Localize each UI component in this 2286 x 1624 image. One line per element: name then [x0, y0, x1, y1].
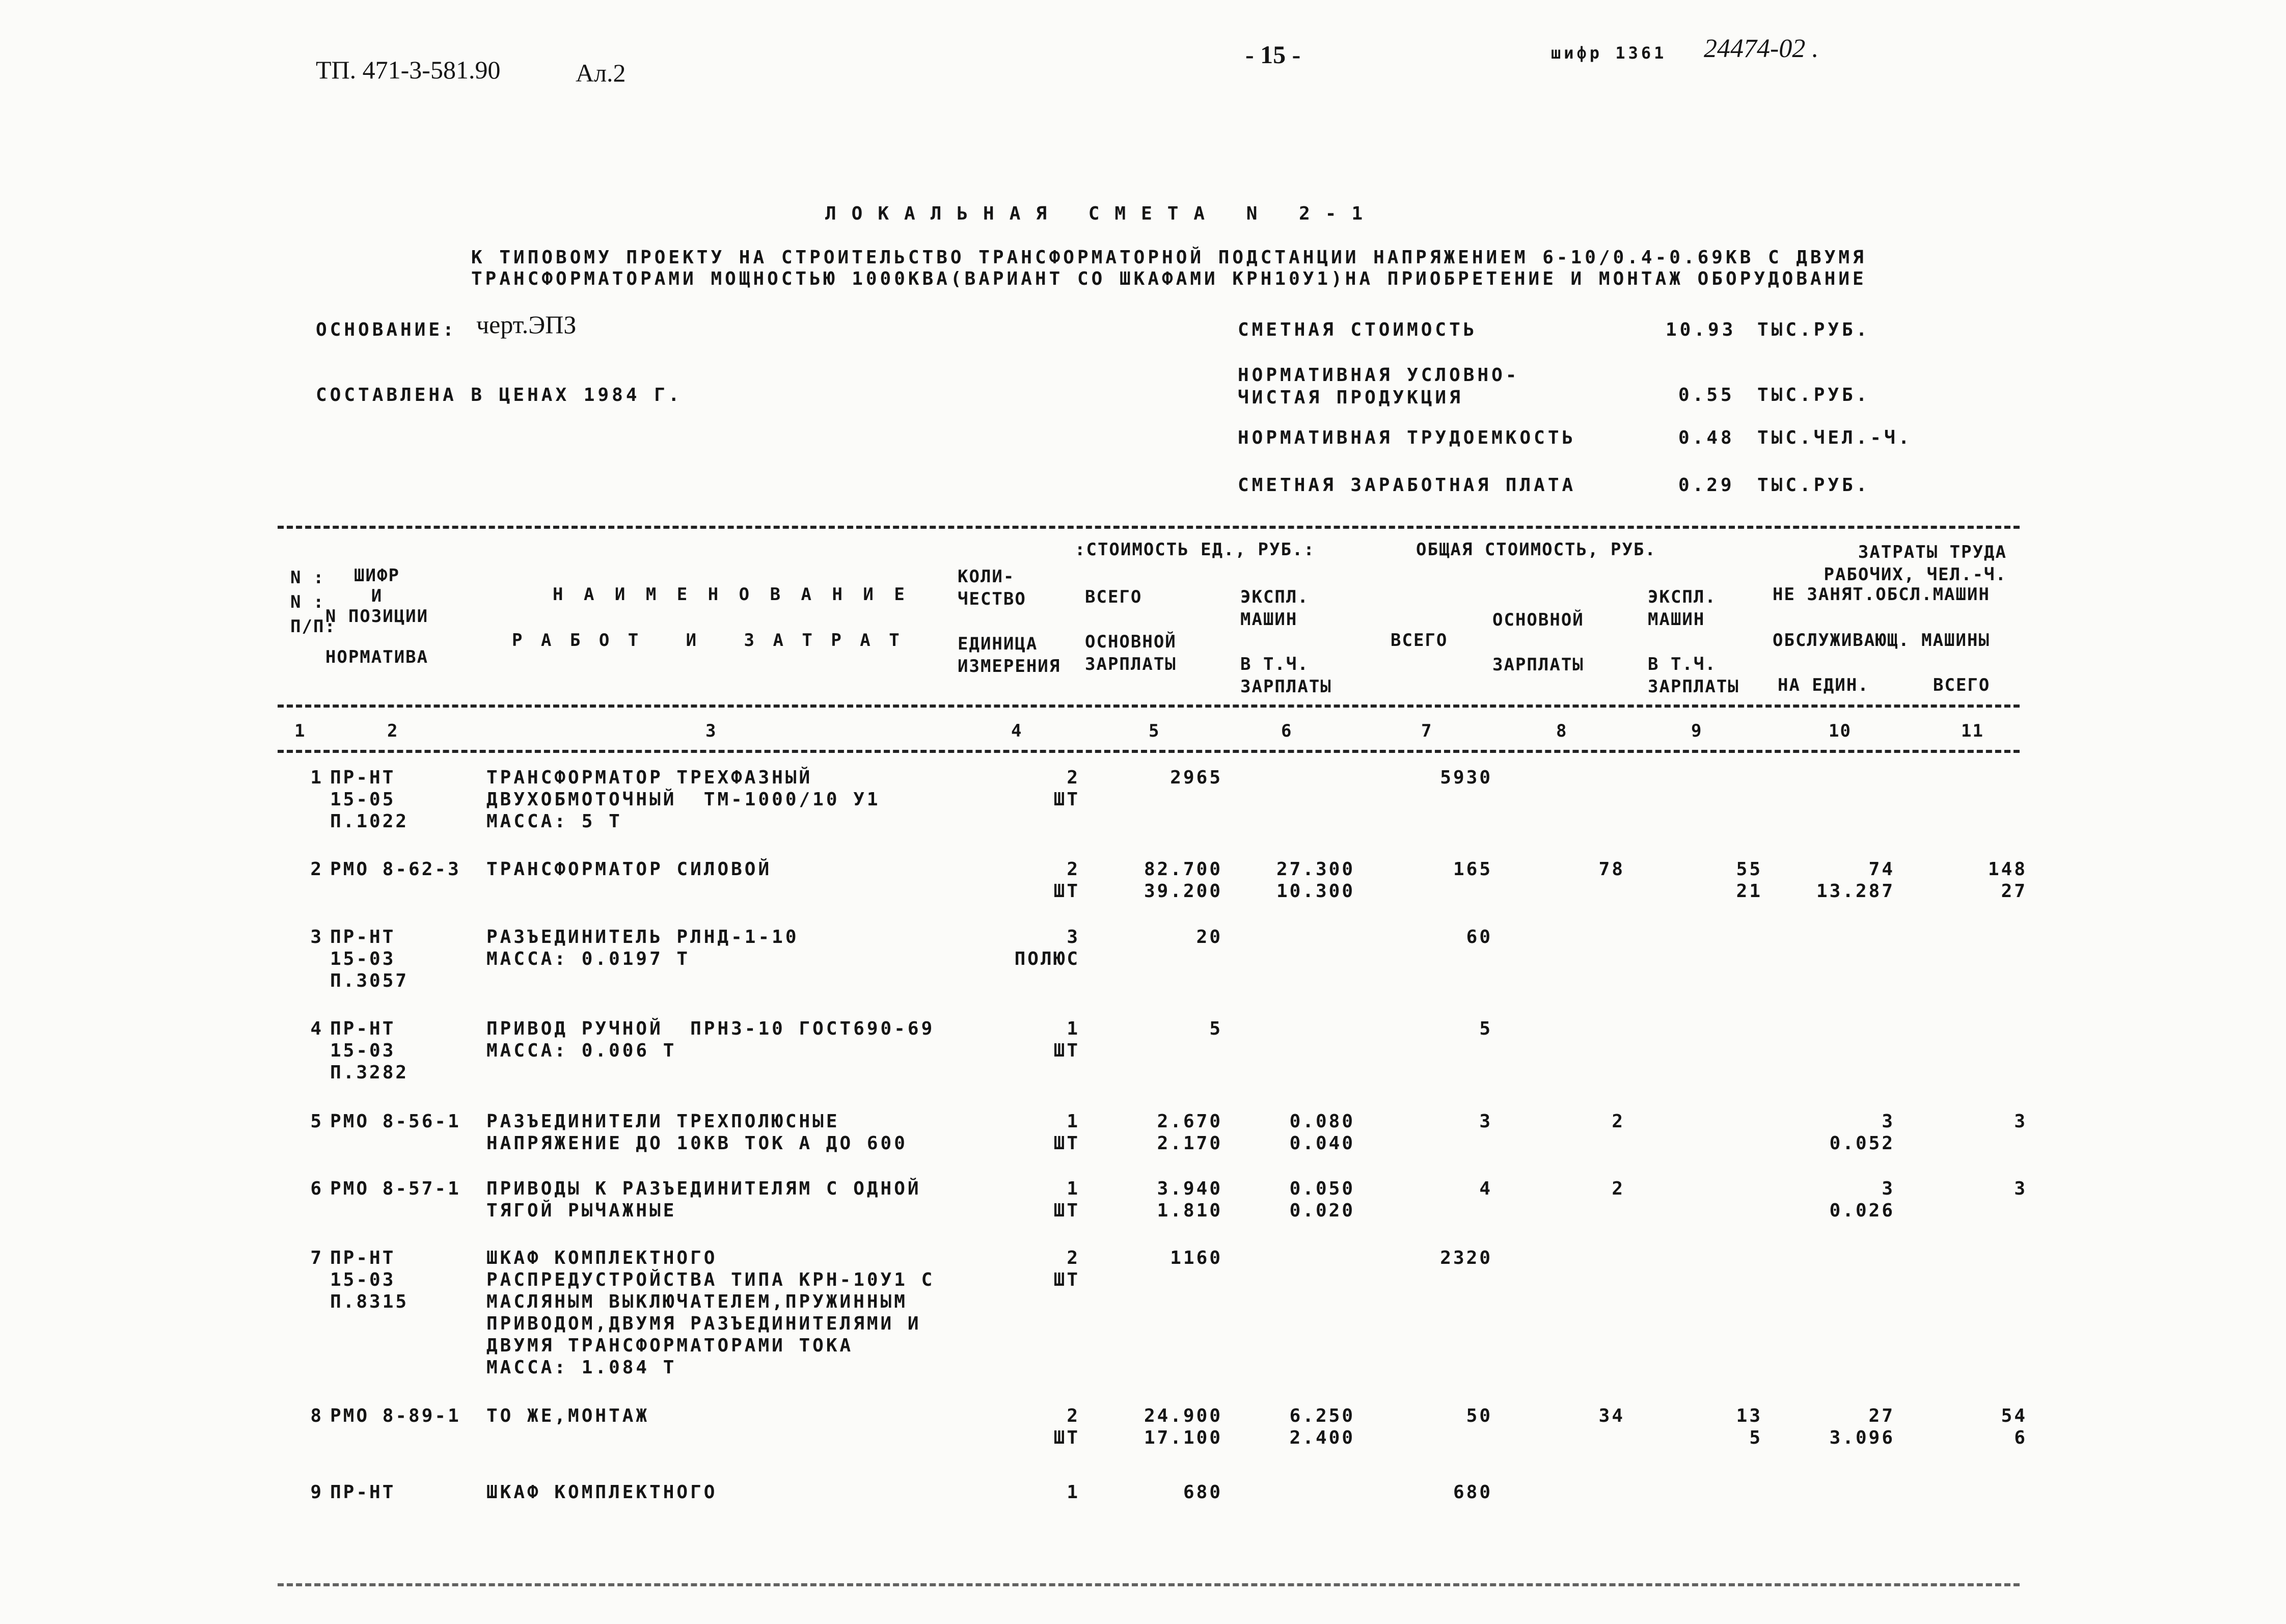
album-label: Ал.2: [576, 59, 626, 87]
row-number: 3: [310, 927, 323, 948]
row-total-cost: 4: [1479, 1178, 1492, 1199]
row-number: 5: [310, 1111, 323, 1132]
col-number-7: 7: [1421, 721, 1433, 741]
row-name: ПРИВОДЫ К РАЗЪЕДИНИТЕЛЯМ С ОДНОЙ ТЯГОЙ РЫЧАЖНЫЕ: [486, 1178, 921, 1221]
summary-label-1: СМЕТНАЯ СТОИМОСТЬ: [1238, 319, 1478, 340]
summary-value-3: 0.48: [1678, 427, 1735, 448]
row-quantity: 1 ШТ: [1053, 1178, 1080, 1221]
row-quantity: 2 ШТ: [1053, 1405, 1080, 1448]
col-number-3: 3: [705, 721, 717, 741]
header-col-4: КОЛИ- ЧЕСТВО ЕДИНИЦА ИЗМЕРЕНИЯ: [958, 566, 1061, 676]
summary-label-3: НОРМАТИВНАЯ ТРУДОЕМКОСТЬ: [1238, 427, 1576, 448]
summary-label-2: НОРМАТИВНАЯ УСЛОВНО- ЧИСТАЯ ПРОДУКЦИЯ: [1238, 365, 1520, 408]
summary-label-4: СМЕТНАЯ ЗАРАБОТНАЯ ПЛАТА: [1238, 475, 1576, 496]
row-quantity: 2 ШТ: [1053, 767, 1080, 810]
header-col-3-line-2: Р А Б О Т И З А Т Р А Т: [512, 630, 904, 651]
row-unit-cost-total: 2.670 2.170: [1157, 1111, 1222, 1154]
row-base-wages: 78: [1598, 859, 1625, 880]
row-unit-cost-machines: 0.080 0.040: [1289, 1111, 1355, 1154]
row-name: ТРАНСФОРМАТОР СИЛОВОЙ: [486, 859, 772, 880]
header-col-9: ЭКСПЛ. МАШИН В Т.Ч. ЗАРПЛАТЫ: [1648, 587, 1739, 697]
row-code: РМО 8-56-1: [330, 1111, 461, 1132]
table-rule-numbers-bottom: [278, 750, 2020, 753]
row-quantity: 1: [1067, 1482, 1080, 1503]
col-number-1: 1: [294, 721, 306, 741]
col-number-2: 2: [387, 721, 399, 741]
row-name: РАЗЪЕДИНИТЕЛИ ТРЕХПОЛЮСНЫЕ НАПРЯЖЕНИЕ ДО 10КВ ТОК А ДО 600: [486, 1111, 908, 1154]
summary-value-2: 0.55: [1678, 385, 1735, 405]
summary-value-4: 0.29: [1678, 475, 1735, 496]
col-number-10: 10: [1829, 721, 1852, 741]
col-number-11: 11: [1961, 721, 1984, 741]
summary-unit-4: ТЫС.РУБ.: [1757, 475, 1870, 496]
row-quantity: 2 ШТ: [1053, 859, 1080, 902]
summary-unit-2: ТЫС.РУБ.: [1757, 385, 1870, 405]
cipher-label: шифр 1361: [1551, 43, 1667, 63]
row-labor-per-unit: 3 0.052: [1829, 1111, 1895, 1154]
basis-label: ОСНОВАНИЕ:: [316, 319, 457, 340]
header-labor: ЗАТРАТЫ ТРУДА РАБОЧИХ, ЧЕЛ.-Ч.: [1824, 542, 2007, 585]
row-code: ПР-НТ: [330, 1482, 396, 1503]
row-unit-cost-total: 3.940 1.810: [1157, 1178, 1222, 1221]
header-total-cost: ОБЩАЯ СТОИМОСТЬ, РУБ.: [1416, 539, 1656, 560]
row-base-wages: 34: [1598, 1405, 1625, 1426]
header-unit-cost: :СТОИМОСТЬ ЕД., РУБ.:: [1075, 539, 1315, 560]
row-number: 9: [310, 1482, 323, 1503]
row-labor-total: 148 27: [1988, 859, 2027, 902]
row-name: ШКАФ КОМПЛЕКТНОГО РАСПРЕДУСТРОЙСТВА ТИПА КРН-10У1 С МАСЛЯНЫМ ВЫКЛЮЧАТЕЛЕМ,ПРУЖИННЫМ ПРИВОДОМ,ДВУМЯ РАЗЪЕДИНИТЕЛЯМИ И ДВУМЯ ТРАНСФОРМАТОРАМИ ТОКА МАССА: 1.084 Т: [486, 1248, 935, 1378]
row-quantity: 1 ШТ: [1053, 1111, 1080, 1154]
row-name: ПРИВОД РУЧНОЙ ПРНЗ-10 ГОСТ690-69 МАССА: 0.006 Т: [486, 1018, 935, 1061]
row-total-cost: 3: [1479, 1111, 1492, 1132]
row-unit-cost-total: 24.900 17.100: [1144, 1405, 1222, 1448]
header-col-5: ВСЕГО ОСНОВНОЙ ЗАРПЛАТЫ: [1085, 587, 1177, 674]
row-total-cost: 680: [1453, 1482, 1492, 1503]
col-number-8: 8: [1556, 721, 1568, 741]
table-rule-header-bottom: [278, 705, 2020, 708]
row-number: 4: [310, 1018, 323, 1039]
row-unit-cost-total: 2965: [1170, 767, 1222, 788]
row-name: ТО ЖЕ,МОНТАЖ: [486, 1405, 650, 1426]
header-col-10: НА ЕДИН.: [1778, 675, 1869, 695]
row-code: РМО 8-62-3: [330, 859, 461, 880]
header-col-3-line-1: Н А И М Е Н О В А Н И Е: [553, 584, 910, 605]
page-number: - 15 -: [1245, 40, 1301, 69]
col-number-4: 4: [1011, 721, 1023, 741]
basis-value: черт.ЭПЗ: [476, 310, 577, 339]
table-rule-top: [278, 526, 2020, 529]
row-total-cost: 5: [1479, 1018, 1492, 1039]
row-total-cost: 60: [1466, 927, 1492, 948]
row-base-wages: 2: [1612, 1178, 1625, 1199]
cipher-value: 24474-02 .: [1704, 34, 1819, 63]
subtitle-line-1: К ТИПОВОМУ ПРОЕКТУ НА СТРОИТЕЛЬСТВО ТРАНСФОРМАТОРНОЙ ПОДСТАНЦИИ НАПРЯЖЕНИЕМ 6-10/0.4-0.69КВ С ДВУМЯ: [471, 247, 1867, 268]
subtitle-line-2: ТРАНСФОРМАТОРАМИ МОЩНОСТЬЮ 1000КВА(ВАРИАНТ СО ШКАФАМИ КРН10У1)НА ПРИОБРЕТЕНИЕ И МОНТАЖ ОБОРУДОВАНИЕ: [471, 268, 1867, 289]
row-number: 7: [310, 1248, 323, 1268]
row-number: 8: [310, 1405, 323, 1426]
row-total-cost: 165: [1453, 859, 1492, 880]
row-total-cost: 50: [1466, 1405, 1492, 1426]
row-unit-cost-machines: 0.050 0.020: [1289, 1178, 1355, 1221]
row-unit-cost-total: 680: [1183, 1482, 1222, 1503]
row-code: ПР-НТ 15-05 П.1022: [330, 767, 409, 832]
header-col-11: ВСЕГО: [1933, 675, 1991, 695]
row-base-wages: 2: [1612, 1111, 1625, 1132]
row-number: 6: [310, 1178, 323, 1199]
row-number: 2: [310, 859, 323, 880]
estimate-title: ЛОКАЛЬНАЯ СМЕТА N 2-1: [825, 203, 1378, 224]
summary-unit-3: ТЫС.ЧЕЛ.-Ч.: [1757, 427, 1913, 448]
row-labor-total: 54 6: [2001, 1405, 2027, 1448]
col-number-9: 9: [1691, 721, 1703, 741]
header-col-1: N : N : П/П:: [290, 567, 336, 637]
header-labor-sub-2: ОБСЛУЖИВАЮЩ. МАШИНЫ: [1773, 630, 1990, 651]
row-code: ПР-НТ 15-03 П.8315: [330, 1248, 409, 1312]
document-code: ТП. 471-3-581.90: [316, 56, 501, 84]
row-quantity: 2 ШТ: [1053, 1248, 1080, 1290]
summary-unit-1: ТЫС.РУБ.: [1757, 319, 1870, 340]
prices-note: СОСТАВЛЕНА В ЦЕНАХ 1984 Г.: [316, 385, 683, 405]
row-name: РАЗЪЕДИНИТЕЛЬ РЛНД-1-10 МАССА: 0.0197 Т: [486, 927, 799, 969]
row-number: 1: [310, 767, 323, 788]
row-name: ТРАНСФОРМАТОР ТРЕХФАЗНЫЙ ДВУХОБМОТОЧНЫЙ ТМ-1000/10 У1 МАССА: 5 Т: [486, 767, 881, 832]
row-quantity: 3 ПОЛЮС: [1014, 927, 1080, 969]
row-labor-per-unit: 74 13.287: [1816, 859, 1895, 902]
row-code: РМО 8-57-1: [330, 1178, 461, 1199]
row-machine-cost: 13 5: [1736, 1405, 1762, 1448]
row-labor-per-unit: 27 3.096: [1829, 1405, 1895, 1448]
row-unit-cost-machines: 27.300 10.300: [1276, 859, 1355, 902]
header-col-8: ОСНОВНОЙ ЗАРПЛАТЫ: [1492, 610, 1584, 675]
row-labor-total: 3: [2014, 1111, 2027, 1132]
row-unit-cost-total: 1160: [1170, 1248, 1222, 1268]
row-unit-cost-total: 20: [1196, 927, 1222, 948]
row-code: ПР-НТ 15-03 П.3282: [330, 1018, 409, 1083]
row-labor-total: 3: [2014, 1178, 2027, 1199]
row-code: РМО 8-89-1: [330, 1405, 461, 1426]
col-number-6: 6: [1281, 721, 1293, 741]
row-total-cost: 2320: [1440, 1248, 1492, 1268]
row-code: ПР-НТ 15-03 П.3057: [330, 927, 409, 991]
row-total-cost: 5930: [1440, 767, 1492, 788]
summary-value-1: 10.93: [1666, 319, 1736, 340]
row-labor-per-unit: 3 0.026: [1829, 1178, 1895, 1221]
header-col-6: ЭКСПЛ. МАШИН В Т.Ч. ЗАРПЛАТЫ: [1240, 587, 1332, 697]
row-unit-cost-total: 82.700 39.200: [1144, 859, 1222, 902]
col-number-5: 5: [1149, 721, 1160, 741]
row-unit-cost-total: 5: [1209, 1018, 1222, 1039]
row-machine-cost: 55 21: [1736, 859, 1762, 902]
row-unit-cost-machines: 6.250 2.400: [1289, 1405, 1355, 1448]
row-quantity: 1 ШТ: [1053, 1018, 1080, 1061]
header-col-2: ШИФР И N ПОЗИЦИИ НОРМАТИВА: [325, 565, 429, 667]
row-name: ШКАФ КОМПЛЕКТНОГО: [486, 1482, 718, 1503]
header-col-7: ВСЕГО: [1391, 630, 1448, 651]
table-rule-bottom: [278, 1583, 2020, 1586]
header-labor-sub-1: НЕ ЗАНЯТ.ОБСЛ.МАШИН: [1773, 584, 1990, 605]
